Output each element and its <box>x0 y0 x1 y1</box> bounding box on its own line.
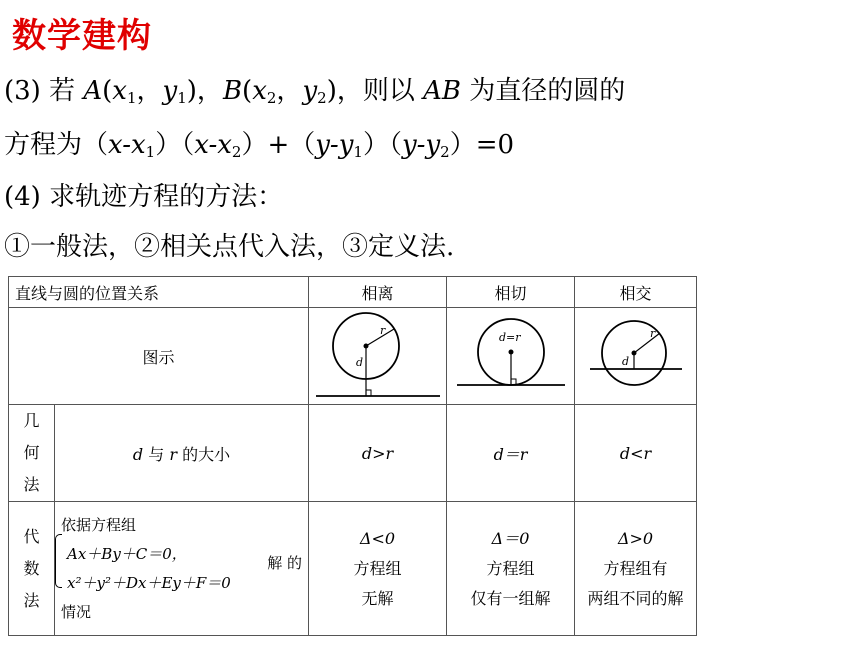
geo-intersect: d<r <box>575 405 697 502</box>
svg-text:d=r: d=r <box>498 331 521 344</box>
figure-tangent <box>447 308 575 405</box>
text-line-methods: ①一般法，②相关点代入法，③定义法. <box>4 232 455 262</box>
alg-tangent: Δ＝0 方程组 仅有一组解 <box>447 502 575 636</box>
algebraic-method-label: 代 数 法 <box>9 502 55 636</box>
page-title: 数学建构 <box>12 16 152 56</box>
text-line-circle-equation: 方程为$(x-x_1)(x-x_2)+(y-y_1)(y-y_2)=0$ <box>4 130 515 161</box>
svg-text:d: d <box>621 355 629 368</box>
figure-intersect <box>575 308 697 405</box>
geometric-method-label: 几 何 法 <box>9 405 55 502</box>
header-intersect: 相交 <box>575 277 697 308</box>
header-tangent: 相切 <box>447 277 575 308</box>
geo-tangent: d＝r <box>447 405 575 502</box>
text-line-4: (4) 求轨迹方程的方法： <box>4 182 284 212</box>
figure-separate <box>309 308 447 405</box>
figure-row <box>9 308 697 405</box>
geometric-method-row <box>9 405 697 502</box>
geometric-criterion: d 与 r 的大小 <box>55 405 309 502</box>
svg-text:r: r <box>649 327 655 340</box>
svg-text:d: d <box>355 356 363 369</box>
alg-intersect: Δ>0 方程组有 两组不同的解 <box>575 502 697 636</box>
equation-system-cell: 依据方程组 Ax＋By＋C＝0， x²＋y²＋Dx＋Ey＋F＝0 解 的 情况 <box>55 502 309 636</box>
text-line-3: (3) 若 $A(x_1$，$y_1$)，$B(x_2$，$y_2$)，则以 AB 为直径的圆的 <box>4 76 626 107</box>
header-relation: 直线与圆的位置关系 <box>9 277 309 308</box>
header-separate: 相离 <box>309 277 447 308</box>
intersect-diagram <box>588 313 684 395</box>
table-header-row <box>9 277 697 308</box>
svg-text:r: r <box>379 324 385 337</box>
separate-diagram <box>314 308 442 400</box>
tangent-diagram <box>455 313 567 395</box>
geo-separate: d>r <box>309 405 447 502</box>
position-relation-table <box>8 276 697 636</box>
alg-separate: Δ<0 方程组 无解 <box>309 502 447 636</box>
figure-label: 图示 <box>9 308 309 405</box>
algebraic-method-row <box>9 502 697 636</box>
